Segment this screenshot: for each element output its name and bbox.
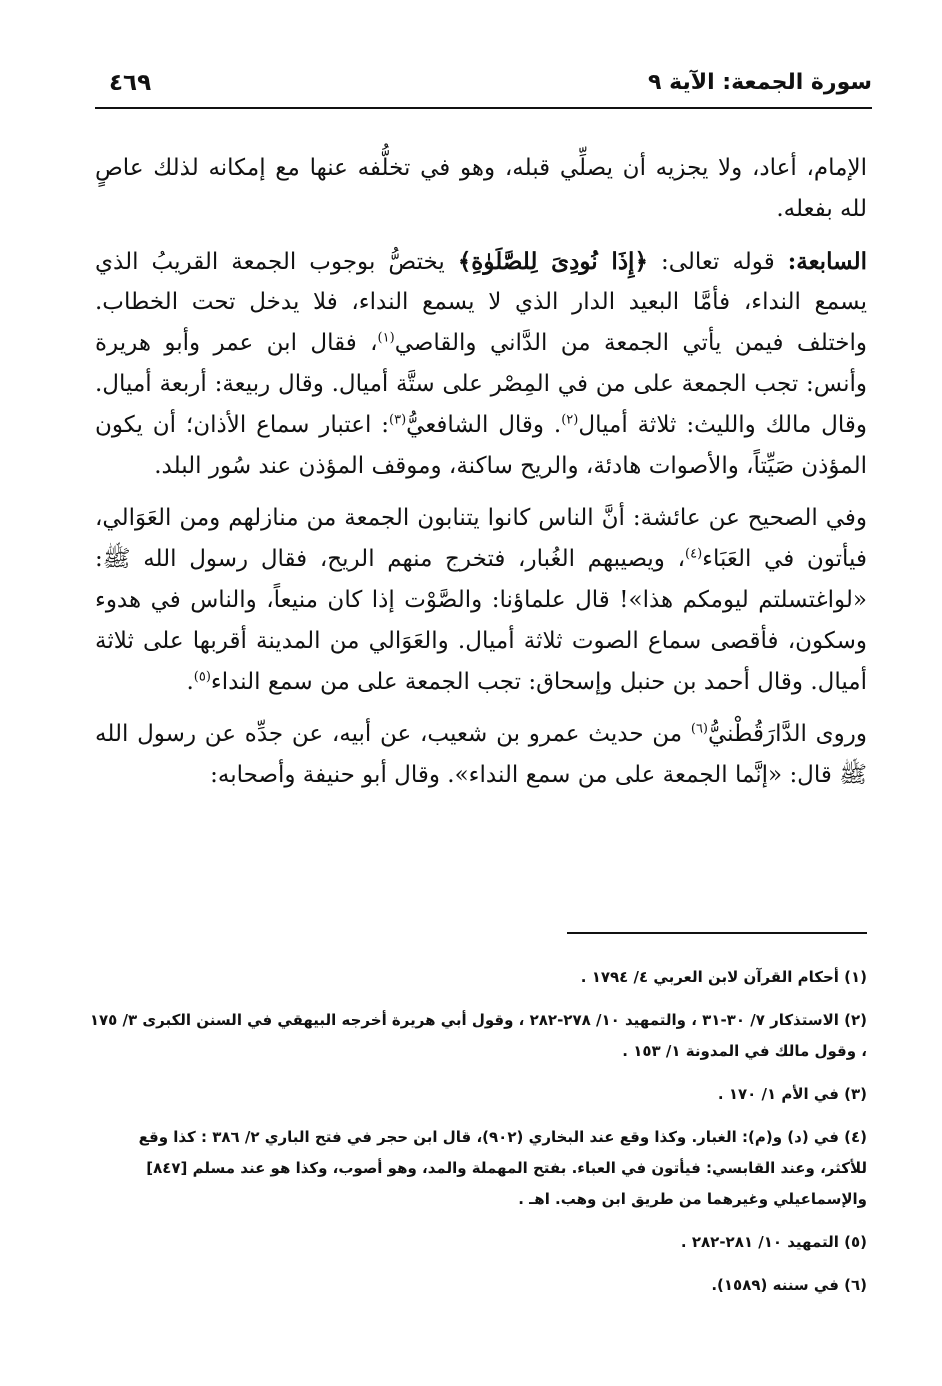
footnote-4: (٤) في (د) و(م): الغبار. وكذا وقع عند البخاري (٩٠٢)، قال ابن حجر في فتح الباري ٢/ ٣٨٦ : كذا وقع للأكثر، وعند القابسي: فيأتون في العباء. بفتح المهملة والمد، وهو أصوب، وكذا هو عند مسلم [٨٤٧] والإسماعيلي وغيرهما من طريق ابن وهب. اهـ . [138,1128,867,1208]
text-run: : اعتبار سماع الأذان؛ أن يكون المؤذن صَيِّتاً، والأصوات هادئة، والريح ساكنة، وموقف المؤذن عند سُور البلد. [95,411,867,479]
main-text [95,148,867,808]
footnote-ref-2[interactable]: (٢) [561,412,579,428]
footnote-6: (٦) في سننه (١٥٨٩). [711,1276,867,1294]
footnote-ref-1[interactable]: (١) [377,330,395,346]
footnote-5: (٥) التمهيد ١٠/ ٢٨١-٢٨٢ . [680,1233,867,1251]
text-run: . وقال الشافعيُّ [406,411,562,438]
page-number: ٤٦٩ [109,70,152,96]
text-run: ، فقال ابن عمر وأبو هريرة وأنس: تجب الجمعة على من في المِصْر على ستَّة أميال. وقال ربيعة: أربعة أميال. وقال مالك والليث: ثلاثة أميال [95,330,867,438]
footnote-ref-4[interactable]: (٤) [685,546,703,562]
footnote-ref-6[interactable]: (٦) [690,721,708,737]
footnote-divider [567,932,867,934]
footnote-ref-3[interactable]: (٣) [389,412,407,428]
text-run: يختصُّ بوجوب الجمعة القريبُ الذي يسمع النداء، فأمَّا البعيد الدار الذي لا يسمع النداء، فلا يدخل تحت الخطاب. واختلف فيمن يأتي الجمعة من الدَّاني والقاصي [95,248,867,357]
footnote-2: (٢) الاستذكار ٧/ ٣٠-٣١ ، والتمهيد ١٠/ ٢٧٨-٢٨٢ ، وقول أبي هريرة أخرجه البيهقي في السنن الكبرى ٣/ ١٧٥ ، وقول مالك في المدونة ١/ ١٥٣ . [89,1011,867,1060]
paragraph-4 [95,714,867,796]
footnote-ref-5[interactable]: (٥) [193,668,211,684]
header-divider [95,107,872,109]
footnote-1: (١) أحكام القرآن لابن العربي ٤/ ١٧٩٤ . [580,968,867,986]
paragraph-1: الإمام، أعاد، ولا يجزيه أن يصلِّي قبله، وهو في تخلُّفه عنها مع إمكانه لذلك عاصٍ لله بفعله. [95,155,867,222]
section-heading: السابعة: [787,247,867,275]
text-run: ، ويصيبهم الغُبار، فتخرج منهم الريح، فقال رسول الله ﷺ: «لواغتسلتم ليومكم هذا»! قال علماؤنا: والصَّوْت إذا كان منيعاً، والناس في هدوء وسكون، فأقصى سماع الصوت ثلاثة أميال. والعَوَالي من المدينة أقربها على ثلاثة أميال. وقال أحمد بن حنبل وإسحاق: تجب الجمعة على من سمع النداء [95,546,867,695]
paragraph-2 [95,242,867,487]
footnote-3: (٣) في الأم ١/ ١٧٠ . [717,1085,867,1103]
text-run: وفي الصحيح عن عائشة: أنَّ الناس كانوا يتنابون الجمعة من منازلهم ومن العَوَالي، فيأتون في العَبَاء [95,505,867,573]
text-run: وروى الدَّارَقُطْنيُّ [708,721,868,748]
running-header [95,68,872,104]
text-run: . [186,668,194,695]
text-run: قوله تعالى: [647,248,788,275]
paragraph-3 [95,498,867,702]
surah-title: سورة الجمعة: الآية ٩ [648,70,872,95]
text-run: من حديث عمرو بن شعيب، عن أبيه، عن جدِّه عن رسول الله ﷺ قال: «إنَّما الجمعة على من سمع النداء». وقال أبو حنيفة وأصحابه: [95,721,867,789]
quran-quote: ﴿إِذَا نُودِىَ لِلصَّلَوٰةِ﴾ [457,247,648,275]
footnotes [88,962,867,1313]
